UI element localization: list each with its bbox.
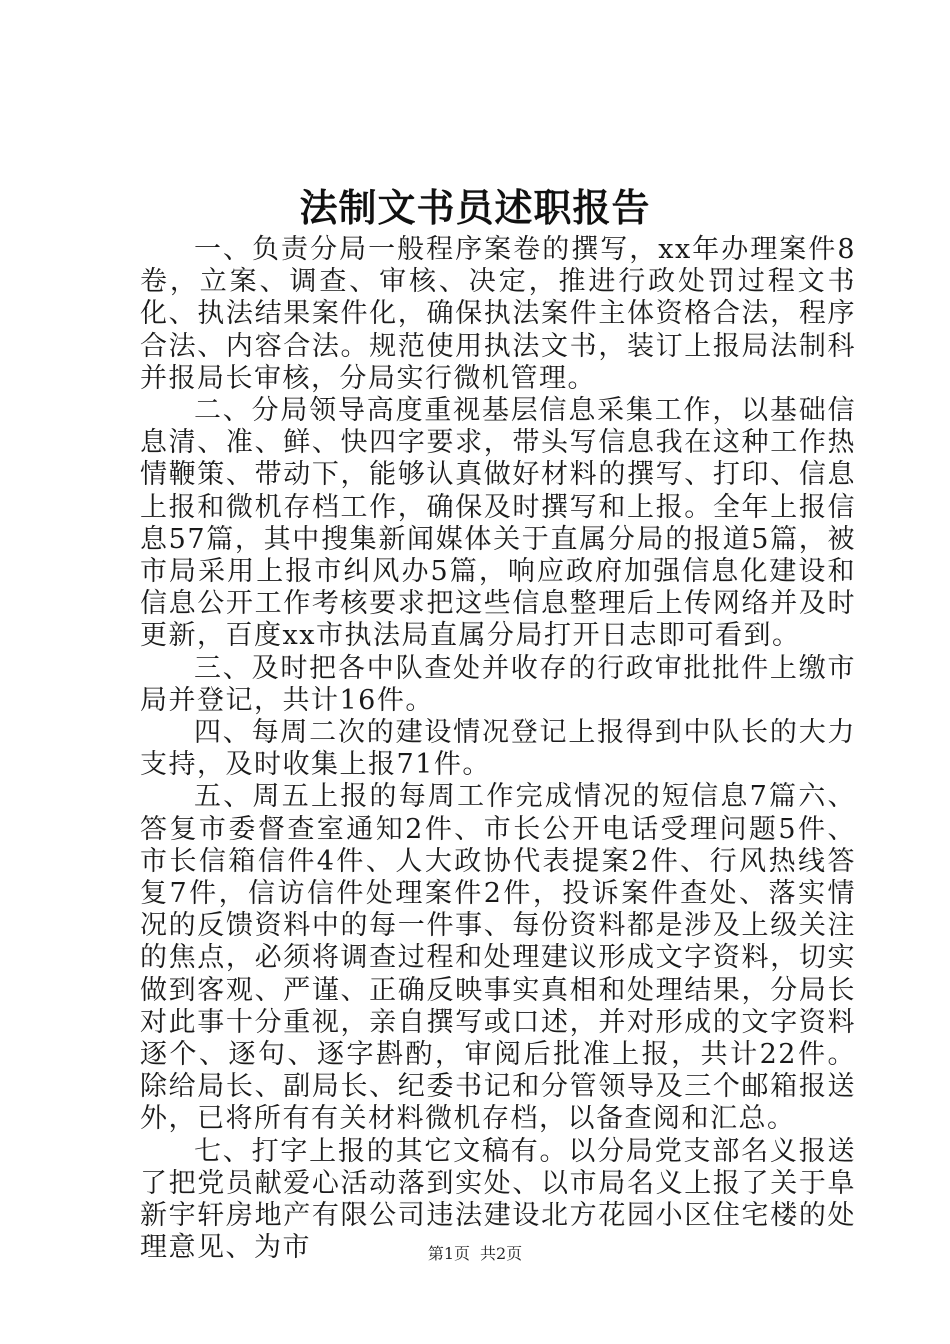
paragraph: 五、周五上报的每周工作完成情况的短信息7篇六、答复市委督查室通知2件、市长公开电话受理问题5件、市长信箱信件4件、人大政协代表提案2件、行风热线答复7件，信访信件处理案件2件，投诉案件查处、落实情况的反馈资料中的每一件事、每份资料都是涉及上级关注的焦点，必须将调查过程和处理建议形成文字资料，切实做到客观、严谨、正确反映事实真相和处理结果，分局长对此事十分重视，亲自撰写或口述，并对形成的文字资料逐个、逐句、逐字斟酌，审阅后批准上报，共计22件。除给局长、副局长、纪委书记和分管领导及三个邮箱报送外，已将所有有关材料微机存档，以备查阅和汇总。 xyxy=(140,781,856,1135)
document-body xyxy=(140,234,856,1265)
document-title: 法制文书员述职报告 xyxy=(299,185,651,230)
paragraph: 一、负责分局一般程序案卷的撰写，xx年办理案件8卷，立案、调查、审核、决定，推进行政处罚过程文书化、执法结果案件化，确保执法案件主体资格合法，程序合法、内容合法。规范使用执法文书，装订上报局法制科并报局长审核，分局实行微机管理。 xyxy=(140,234,856,394)
paragraph: 二、分局领导高度重视基层信息采集工作，以基础信息清、准、鲜、快四字要求，带头写信息我在这种工作热情鞭策、带动下，能够认真做好材料的撰写、打印、信息上报和微机存档工作，确保及时撰写和上报。全年上报信息57篇，其中搜集新闻媒体关于直属分局的报道5篇，被市局采用上报市纠风办5篇，响应政府加强信息化建设和信息公开工作考核要求把这些信息整理后上传网络并及时更新，百度xx市执法局直属分局打开日志即可看到。 xyxy=(140,395,856,652)
paragraph: 四、每周二次的建设情况登记上报得到中队长的大力支持，及时收集上报71件。 xyxy=(140,717,856,781)
page-total: 共2页 xyxy=(480,1244,523,1263)
page-number: 第1页 xyxy=(427,1244,470,1263)
paragraph: 七、打字上报的其它文稿有。以分局党支部名义报送了把党员献爱心活动落到实处、以市局名义上报了关于阜新宇轩房地产有限公司违法建设北方花园小区住宅楼的处理意见、为市 xyxy=(140,1135,856,1264)
paragraph: 三、及时把各中队查处并收存的行政审批批件上缴市局并登记，共计16件。 xyxy=(140,652,856,716)
page-footer xyxy=(0,1244,950,1264)
